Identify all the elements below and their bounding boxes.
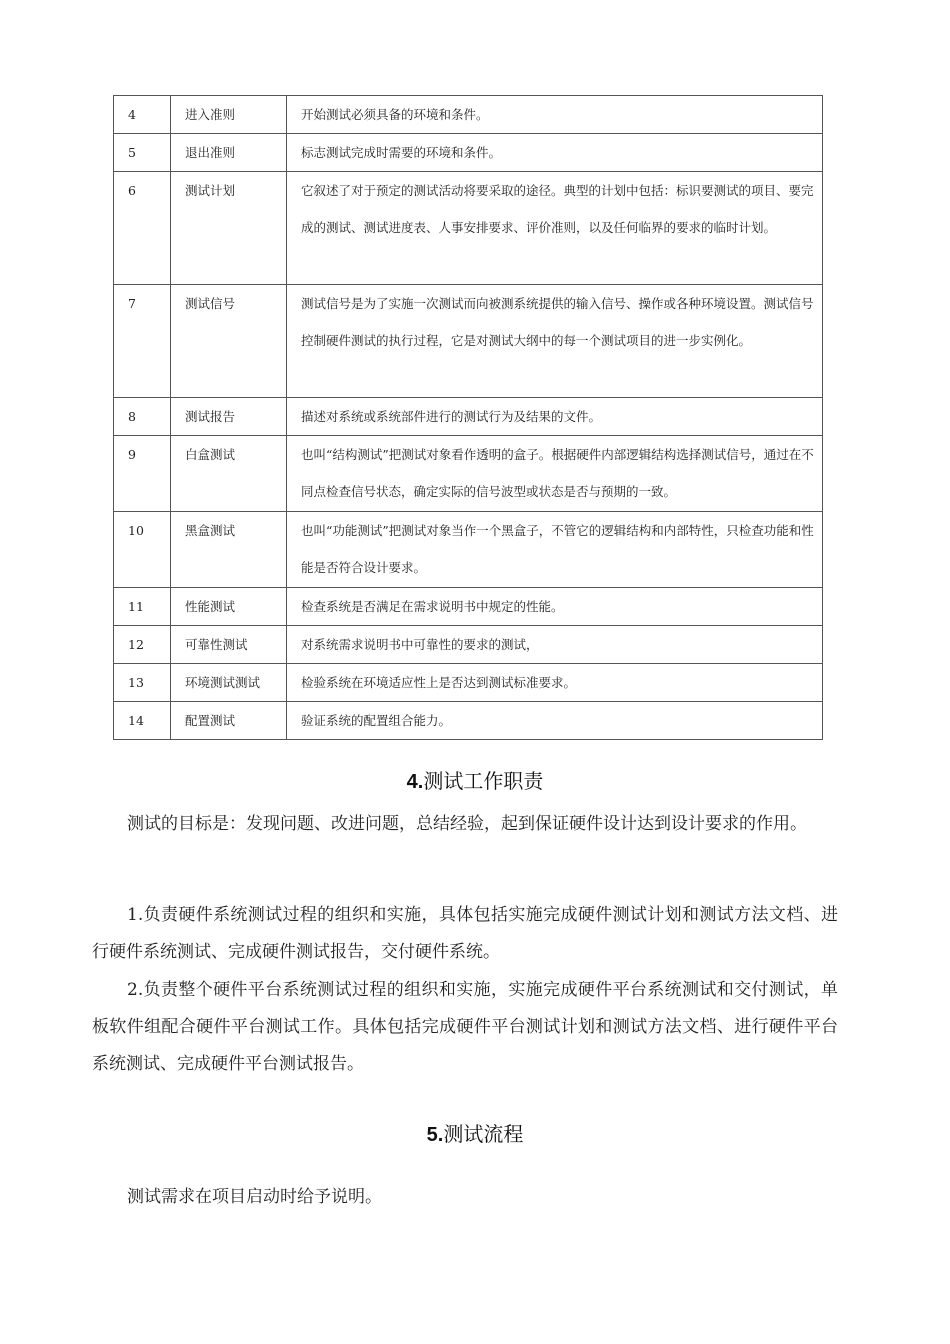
- table-row: [114, 398, 823, 436]
- table-row: [114, 626, 823, 664]
- row-term: 测试计划: [171, 172, 287, 285]
- row-term: 进入准则: [171, 96, 287, 134]
- row-number: 13: [114, 664, 171, 702]
- row-number: 5: [114, 134, 171, 172]
- table-row: [114, 436, 823, 512]
- row-number: 6: [114, 172, 171, 285]
- row-description: 验证系统的配置组合能力。: [287, 702, 823, 740]
- row-number: 12: [114, 626, 171, 664]
- row-description: 测试信号是为了实施一次测试而向被测系统提供的输入信号、操作或各种环境设置。测试信号控制硬件测试的执行过程，它是对测试大纲中的每一个测试项目的进一步实例化。: [287, 285, 823, 398]
- row-description: 检查系统是否满足在需求说明书中规定的性能。: [287, 588, 823, 626]
- row-number: 14: [114, 702, 171, 740]
- row-term: 环境测试测试: [171, 664, 287, 702]
- table-row: [114, 134, 823, 172]
- section-5-number: 5.: [426, 1124, 444, 1146]
- table-row: [114, 96, 823, 134]
- table-row: [114, 702, 823, 740]
- row-number: 11: [114, 588, 171, 626]
- paragraph: 测试需求在项目启动时给予说明。: [127, 1187, 382, 1207]
- section-4-title: 测试工作职责: [423, 769, 544, 793]
- row-description: 检验系统在环境适应性上是否达到测试标准要求。: [287, 664, 823, 702]
- paragraph: 2.负责整个硬件平台系统测试过程的组织和实施，实施完成硬件平台系统测试和交付测试，单板软件组配合硬件平台测试工作。具体包括完成硬件平台测试计划和测试方法文档、进行硬件平台系统测试、完成硬件平台测试报告。: [92, 980, 838, 1074]
- section-4-heading: [0, 765, 950, 794]
- row-term: 测试信号: [171, 285, 287, 398]
- row-term: 性能测试: [171, 588, 287, 626]
- terms-table: [113, 95, 823, 740]
- row-description: 标志测试完成时需要的环境和条件。: [287, 134, 823, 172]
- row-description: 也叫“结构测试”把测试对象看作透明的盒子。根据硬件内部逻辑结构选择测试信号，通过在不同点检查信号状态，确定实际的信号波型或状态是否与预期的一致。: [287, 436, 823, 512]
- row-number: 4: [114, 96, 171, 134]
- row-number: 10: [114, 512, 171, 588]
- row-term: 配置测试: [171, 702, 287, 740]
- table-row: [114, 172, 823, 285]
- table-row: [114, 285, 823, 398]
- row-number: 9: [114, 436, 171, 512]
- row-description: 开始测试必须具备的环境和条件。: [287, 96, 823, 134]
- row-term: 黑盒测试: [171, 512, 287, 588]
- paragraph: 1.负责硬件系统测试过程的组织和实施，具体包括实施完成硬件测试计划和测试方法文档、进行硬件系统测试、完成硬件测试报告，交付硬件系统。: [92, 905, 838, 962]
- row-number: 8: [114, 398, 171, 436]
- paragraph: 测试的目标是：发现问题、改进问题，总结经验，起到保证硬件设计达到设计要求的作用。: [127, 814, 807, 834]
- row-description: 对系统需求说明书中可靠性的要求的测试，: [287, 626, 823, 664]
- section-4-number: 4.: [406, 771, 424, 793]
- row-description: 它叙述了对于预定的测试活动将要采取的途径。典型的计划中包括：标识要测试的项目、要完成的测试、测试进度表、人事安排要求、评价准则，以及任何临界的要求的临时计划。: [287, 172, 823, 285]
- row-term: 可靠性测试: [171, 626, 287, 664]
- table-row: [114, 588, 823, 626]
- section-5-heading: [0, 1118, 950, 1147]
- table-row: [114, 512, 823, 588]
- row-term: 退出准则: [171, 134, 287, 172]
- row-number: 7: [114, 285, 171, 398]
- section-5-title: 测试流程: [443, 1122, 524, 1146]
- row-term: 测试报告: [171, 398, 287, 436]
- row-description: 描述对系统或系统部件进行的测试行为及结果的文件。: [287, 398, 823, 436]
- row-term: 白盒测试: [171, 436, 287, 512]
- table-row: [114, 664, 823, 702]
- row-description: 也叫“功能测试”把测试对象当作一个黑盒子，不管它的逻辑结构和内部特性，只检查功能和性能是否符合设计要求。: [287, 512, 823, 588]
